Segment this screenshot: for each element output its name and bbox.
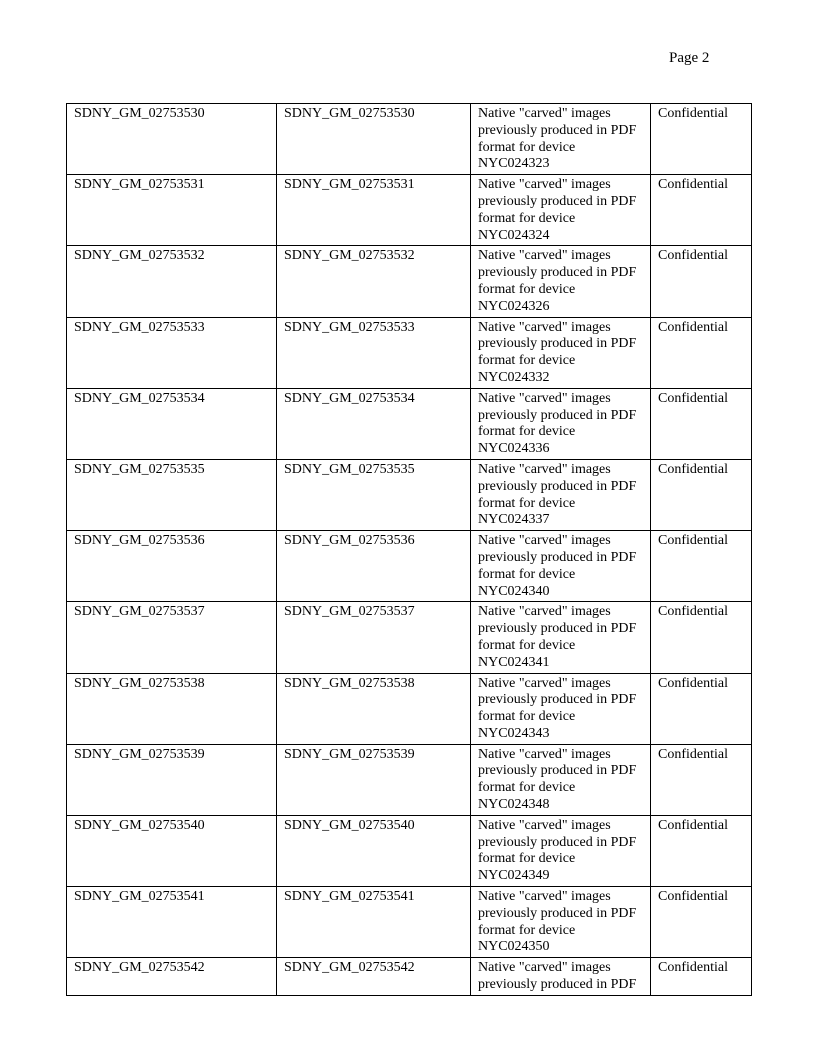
- description-line: NYC024340: [478, 583, 550, 599]
- table-row: [67, 815, 752, 886]
- begin-bates-cell: SDNY_GM_02753540: [67, 815, 277, 886]
- description-cell: [471, 459, 651, 530]
- designation-cell: Confidential: [651, 388, 752, 459]
- description-line: format for device: [478, 495, 576, 511]
- begin-bates-cell: SDNY_GM_02753538: [67, 673, 277, 744]
- description-cell: [471, 958, 651, 996]
- begin-bates-cell: SDNY_GM_02753536: [67, 531, 277, 602]
- designation-cell: Confidential: [651, 246, 752, 317]
- description-line: Native "carved" images: [478, 461, 611, 477]
- end-bates-cell: SDNY_GM_02753531: [277, 175, 471, 246]
- begin-bates-cell: SDNY_GM_02753533: [67, 317, 277, 388]
- begin-bates-cell: SDNY_GM_02753531: [67, 175, 277, 246]
- begin-bates-cell: SDNY_GM_02753532: [67, 246, 277, 317]
- description-line: previously produced in PDF: [478, 122, 637, 138]
- table-row: [67, 602, 752, 673]
- description-line: NYC024348: [478, 797, 550, 813]
- description-line: Native "carved" images: [478, 675, 611, 691]
- description-line: format for device: [478, 709, 576, 725]
- description-line: format for device: [478, 851, 576, 867]
- end-bates-cell: SDNY_GM_02753533: [277, 317, 471, 388]
- designation-cell: Confidential: [651, 175, 752, 246]
- begin-bates-cell: SDNY_GM_02753534: [67, 388, 277, 459]
- description-line: NYC024332: [478, 369, 550, 385]
- description-line: NYC024337: [478, 512, 550, 528]
- description-line: NYC024343: [478, 725, 550, 741]
- table-row: [67, 175, 752, 246]
- end-bates-cell: SDNY_GM_02753534: [277, 388, 471, 459]
- description-cell: [471, 673, 651, 744]
- description-cell: [471, 887, 651, 958]
- description-line: NYC024341: [478, 654, 550, 670]
- page-number: Page 2: [669, 50, 710, 66]
- description-line: Native "carved" images: [478, 889, 611, 905]
- production-log-table: [66, 103, 752, 996]
- designation-cell: Confidential: [651, 673, 752, 744]
- end-bates-cell: SDNY_GM_02753542: [277, 958, 471, 996]
- description-line: format for device: [478, 780, 576, 796]
- end-bates-cell: SDNY_GM_02753530: [277, 104, 471, 175]
- end-bates-cell: SDNY_GM_02753536: [277, 531, 471, 602]
- designation-cell: Confidential: [651, 744, 752, 815]
- description-line: Native "carved" images: [478, 390, 611, 406]
- designation-cell: Confidential: [651, 459, 752, 530]
- table-row: [67, 388, 752, 459]
- description-line: NYC024336: [478, 441, 550, 457]
- table-row: [67, 673, 752, 744]
- designation-cell: Confidential: [651, 815, 752, 886]
- description-cell: [471, 388, 651, 459]
- description-line: previously produced in PDF: [478, 549, 637, 565]
- description-line: previously produced in PDF: [478, 834, 637, 850]
- table-row: [67, 246, 752, 317]
- description-line: previously produced in PDF: [478, 478, 637, 494]
- description-cell: [471, 531, 651, 602]
- description-line: Native "carved" images: [478, 817, 611, 833]
- begin-bates-cell: SDNY_GM_02753535: [67, 459, 277, 530]
- description-line: format for device: [478, 566, 576, 582]
- end-bates-cell: SDNY_GM_02753535: [277, 459, 471, 530]
- description-line: previously produced in PDF: [478, 905, 637, 921]
- description-cell: [471, 744, 651, 815]
- table-row: [67, 887, 752, 958]
- description-cell: [471, 246, 651, 317]
- description-line: format for device: [478, 281, 576, 297]
- end-bates-cell: SDNY_GM_02753532: [277, 246, 471, 317]
- description-line: format for device: [478, 139, 576, 155]
- end-bates-cell: SDNY_GM_02753541: [277, 887, 471, 958]
- description-line: format for device: [478, 210, 576, 226]
- description-line: Native "carved" images: [478, 248, 611, 264]
- description-line: NYC024323: [478, 156, 550, 172]
- production-log-body: [67, 104, 752, 996]
- table-row: [67, 744, 752, 815]
- description-line: previously produced in PDF: [478, 692, 637, 708]
- begin-bates-cell: SDNY_GM_02753539: [67, 744, 277, 815]
- begin-bates-cell: SDNY_GM_02753542: [67, 958, 277, 996]
- description-cell: [471, 815, 651, 886]
- description-line: format for device: [478, 922, 576, 938]
- description-line: previously produced in PDF: [478, 193, 637, 209]
- designation-cell: Confidential: [651, 602, 752, 673]
- description-cell: [471, 317, 651, 388]
- description-line: previously produced in PDF: [478, 265, 637, 281]
- description-line: previously produced in PDF: [478, 977, 637, 993]
- end-bates-cell: SDNY_GM_02753540: [277, 815, 471, 886]
- table-row: [67, 459, 752, 530]
- description-cell: [471, 175, 651, 246]
- description-line: Native "carved" images: [478, 533, 611, 549]
- table-row: [67, 317, 752, 388]
- description-line: format for device: [478, 424, 576, 440]
- end-bates-cell: SDNY_GM_02753537: [277, 602, 471, 673]
- designation-cell: Confidential: [651, 531, 752, 602]
- designation-cell: Confidential: [651, 104, 752, 175]
- designation-cell: Confidential: [651, 958, 752, 996]
- designation-cell: Confidential: [651, 887, 752, 958]
- description-line: previously produced in PDF: [478, 621, 637, 637]
- description-line: Native "carved" images: [478, 960, 611, 976]
- designation-cell: Confidential: [651, 317, 752, 388]
- description-line: previously produced in PDF: [478, 407, 637, 423]
- description-line: NYC024324: [478, 227, 550, 243]
- end-bates-cell: SDNY_GM_02753538: [277, 673, 471, 744]
- table-row: [67, 531, 752, 602]
- description-line: format for device: [478, 353, 576, 369]
- end-bates-cell: SDNY_GM_02753539: [277, 744, 471, 815]
- description-line: format for device: [478, 637, 576, 653]
- begin-bates-cell: SDNY_GM_02753537: [67, 602, 277, 673]
- description-line: NYC024350: [478, 939, 550, 955]
- begin-bates-cell: SDNY_GM_02753541: [67, 887, 277, 958]
- description-line: Native "carved" images: [478, 177, 611, 193]
- table-row: [67, 958, 752, 996]
- description-cell: [471, 602, 651, 673]
- description-cell: [471, 104, 651, 175]
- description-line: Native "carved" images: [478, 604, 611, 620]
- description-line: Native "carved" images: [478, 319, 611, 335]
- description-line: NYC024326: [478, 298, 550, 314]
- begin-bates-cell: SDNY_GM_02753530: [67, 104, 277, 175]
- description-line: Native "carved" images: [478, 746, 611, 762]
- description-line: Native "carved" images: [478, 106, 611, 121]
- table-row: [67, 104, 752, 175]
- description-line: previously produced in PDF: [478, 763, 637, 779]
- description-line: NYC024349: [478, 868, 550, 884]
- description-line: previously produced in PDF: [478, 336, 637, 352]
